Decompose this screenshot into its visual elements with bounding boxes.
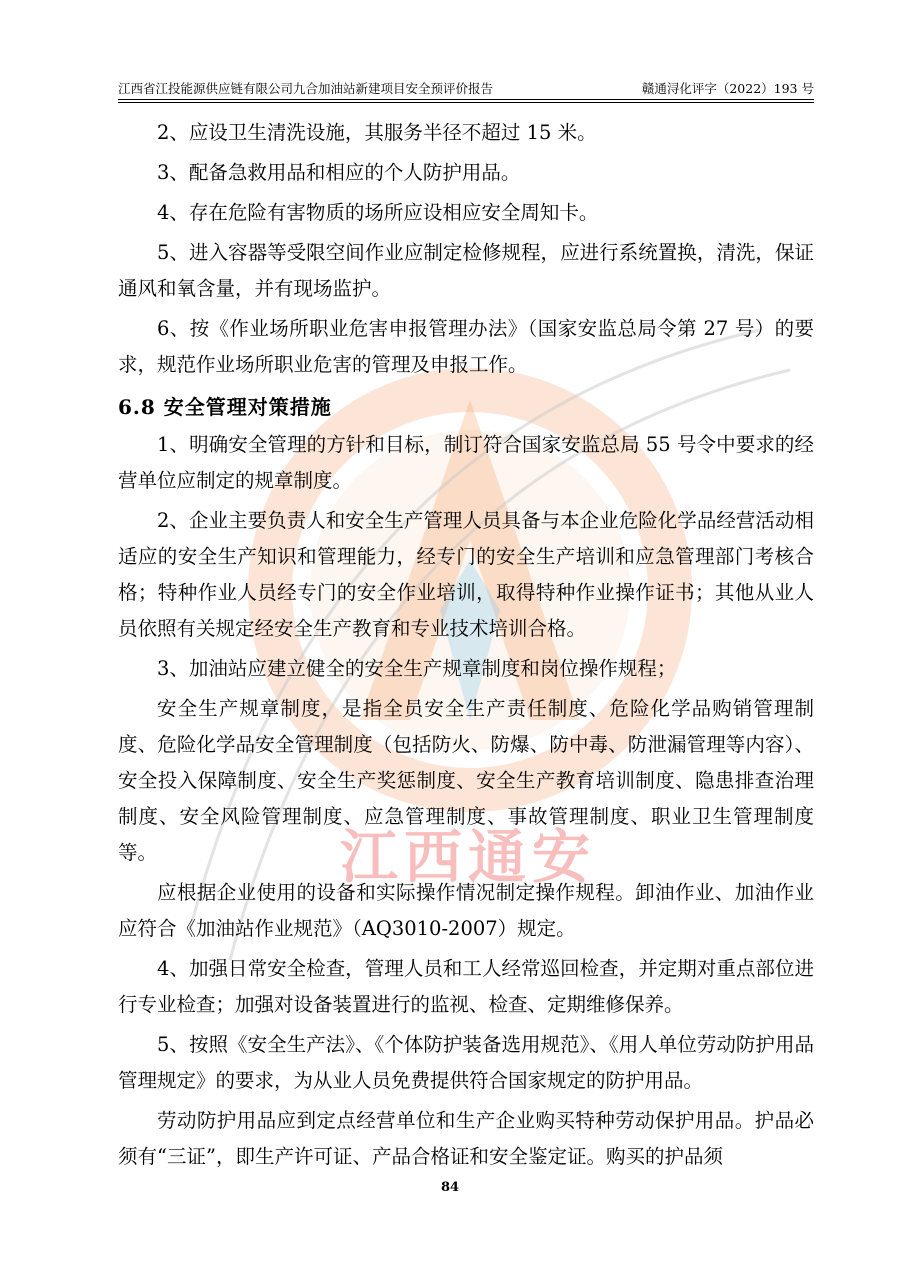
page-body (118, 115, 814, 1179)
paragraph: 安全生产规章制度，是指全员安全生产责任制度、危险化学品购销管理制度、危险化学品安全管理制度（包括防火、防爆、防中毒、防泄漏管理等内容）、安全投入保障制度、安全生产奖惩制度、安全生产教育培训制度、隐患排查治理制度、安全风险管理制度、应急管理制度、事故管理制度、职业卫生管理制度等。 (118, 697, 814, 864)
paragraph: 3、加油站应建立健全的安全生产规章制度和岗位操作规程； (157, 657, 677, 680)
header-report-title: 江西省江投能源供应链有限公司九合加油站新建项目安全预评价报告 (118, 81, 494, 96)
header-divider-thin (118, 102, 814, 103)
paragraph: 6、按《作业场所职业危害申报管理办法》（国家安监总局令第 27 号）的要求，规范作业场所职业危害的管理及申报工作。 (118, 317, 814, 376)
paragraph: 应根据企业使用的设备和实际操作情况制定操作规程。卸油作业、加油作业应符合《加油站作业规范》（AQ3010-2007）规定。 (118, 881, 814, 940)
page-number: 84 (440, 1180, 460, 1195)
header-report-number: 赣通浔化评字（2022）193 号 (641, 81, 814, 96)
paragraph: 2、企业主要负责人和安全生产管理人员具备与本企业危险化学品经营活动相适应的安全生产知识和管理能力，经专门的安全生产培训和应急管理部门考核合格；特种作业人员经专门的安全作业培训，取得特种作业操作证书；其他从业人员依照有关规定经安全生产教育和专业技术培训合格。 (118, 509, 814, 640)
section-heading: 6.8 安全管理对策措施 (118, 395, 332, 419)
paragraph: 1、明确安全管理的方针和目标，制订符合国家安监总局 55 号令中要求的经营单位应制定的规章制度。 (118, 433, 814, 492)
paragraph: 5、进入容器等受限空间作业应制定检修规程，应进行系统置换，清洗，保证通风和氧含量，并有现场监护。 (118, 241, 814, 300)
paragraph: 劳动防护用品应到定点经营单位和生产企业购买特种劳动保护用品。护品必须有“三证”，即生产许可证、产品合格证和安全鉴定证。购买的护品须 (118, 1109, 814, 1168)
paragraph: 4、加强日常安全检查，管理人员和工人经常巡回检查，并定期对重点部位进行专业检查；加强对设备装置进行的监视、检查、定期维修保养。 (118, 957, 814, 1016)
paragraph: 2、应设卫生清洗设施，其服务半径不超过 15 米。 (157, 121, 597, 144)
paragraph: 3、配备急救用品和相应的个人防护用品。 (157, 161, 521, 184)
page-header (118, 80, 814, 98)
paragraph: 4、存在危险有害物质的场所应设相应安全周知卡。 (157, 201, 599, 224)
paragraph: 5、按照《安全生产法》、《个体防护装备选用规范》、《用人单位劳动防护用品管理规定》的要求，为从业人员免费提供符合国家规定的防护用品。 (118, 1033, 814, 1092)
watermark-red-text: 江西通安 (340, 823, 597, 891)
header-divider (118, 99, 814, 100)
